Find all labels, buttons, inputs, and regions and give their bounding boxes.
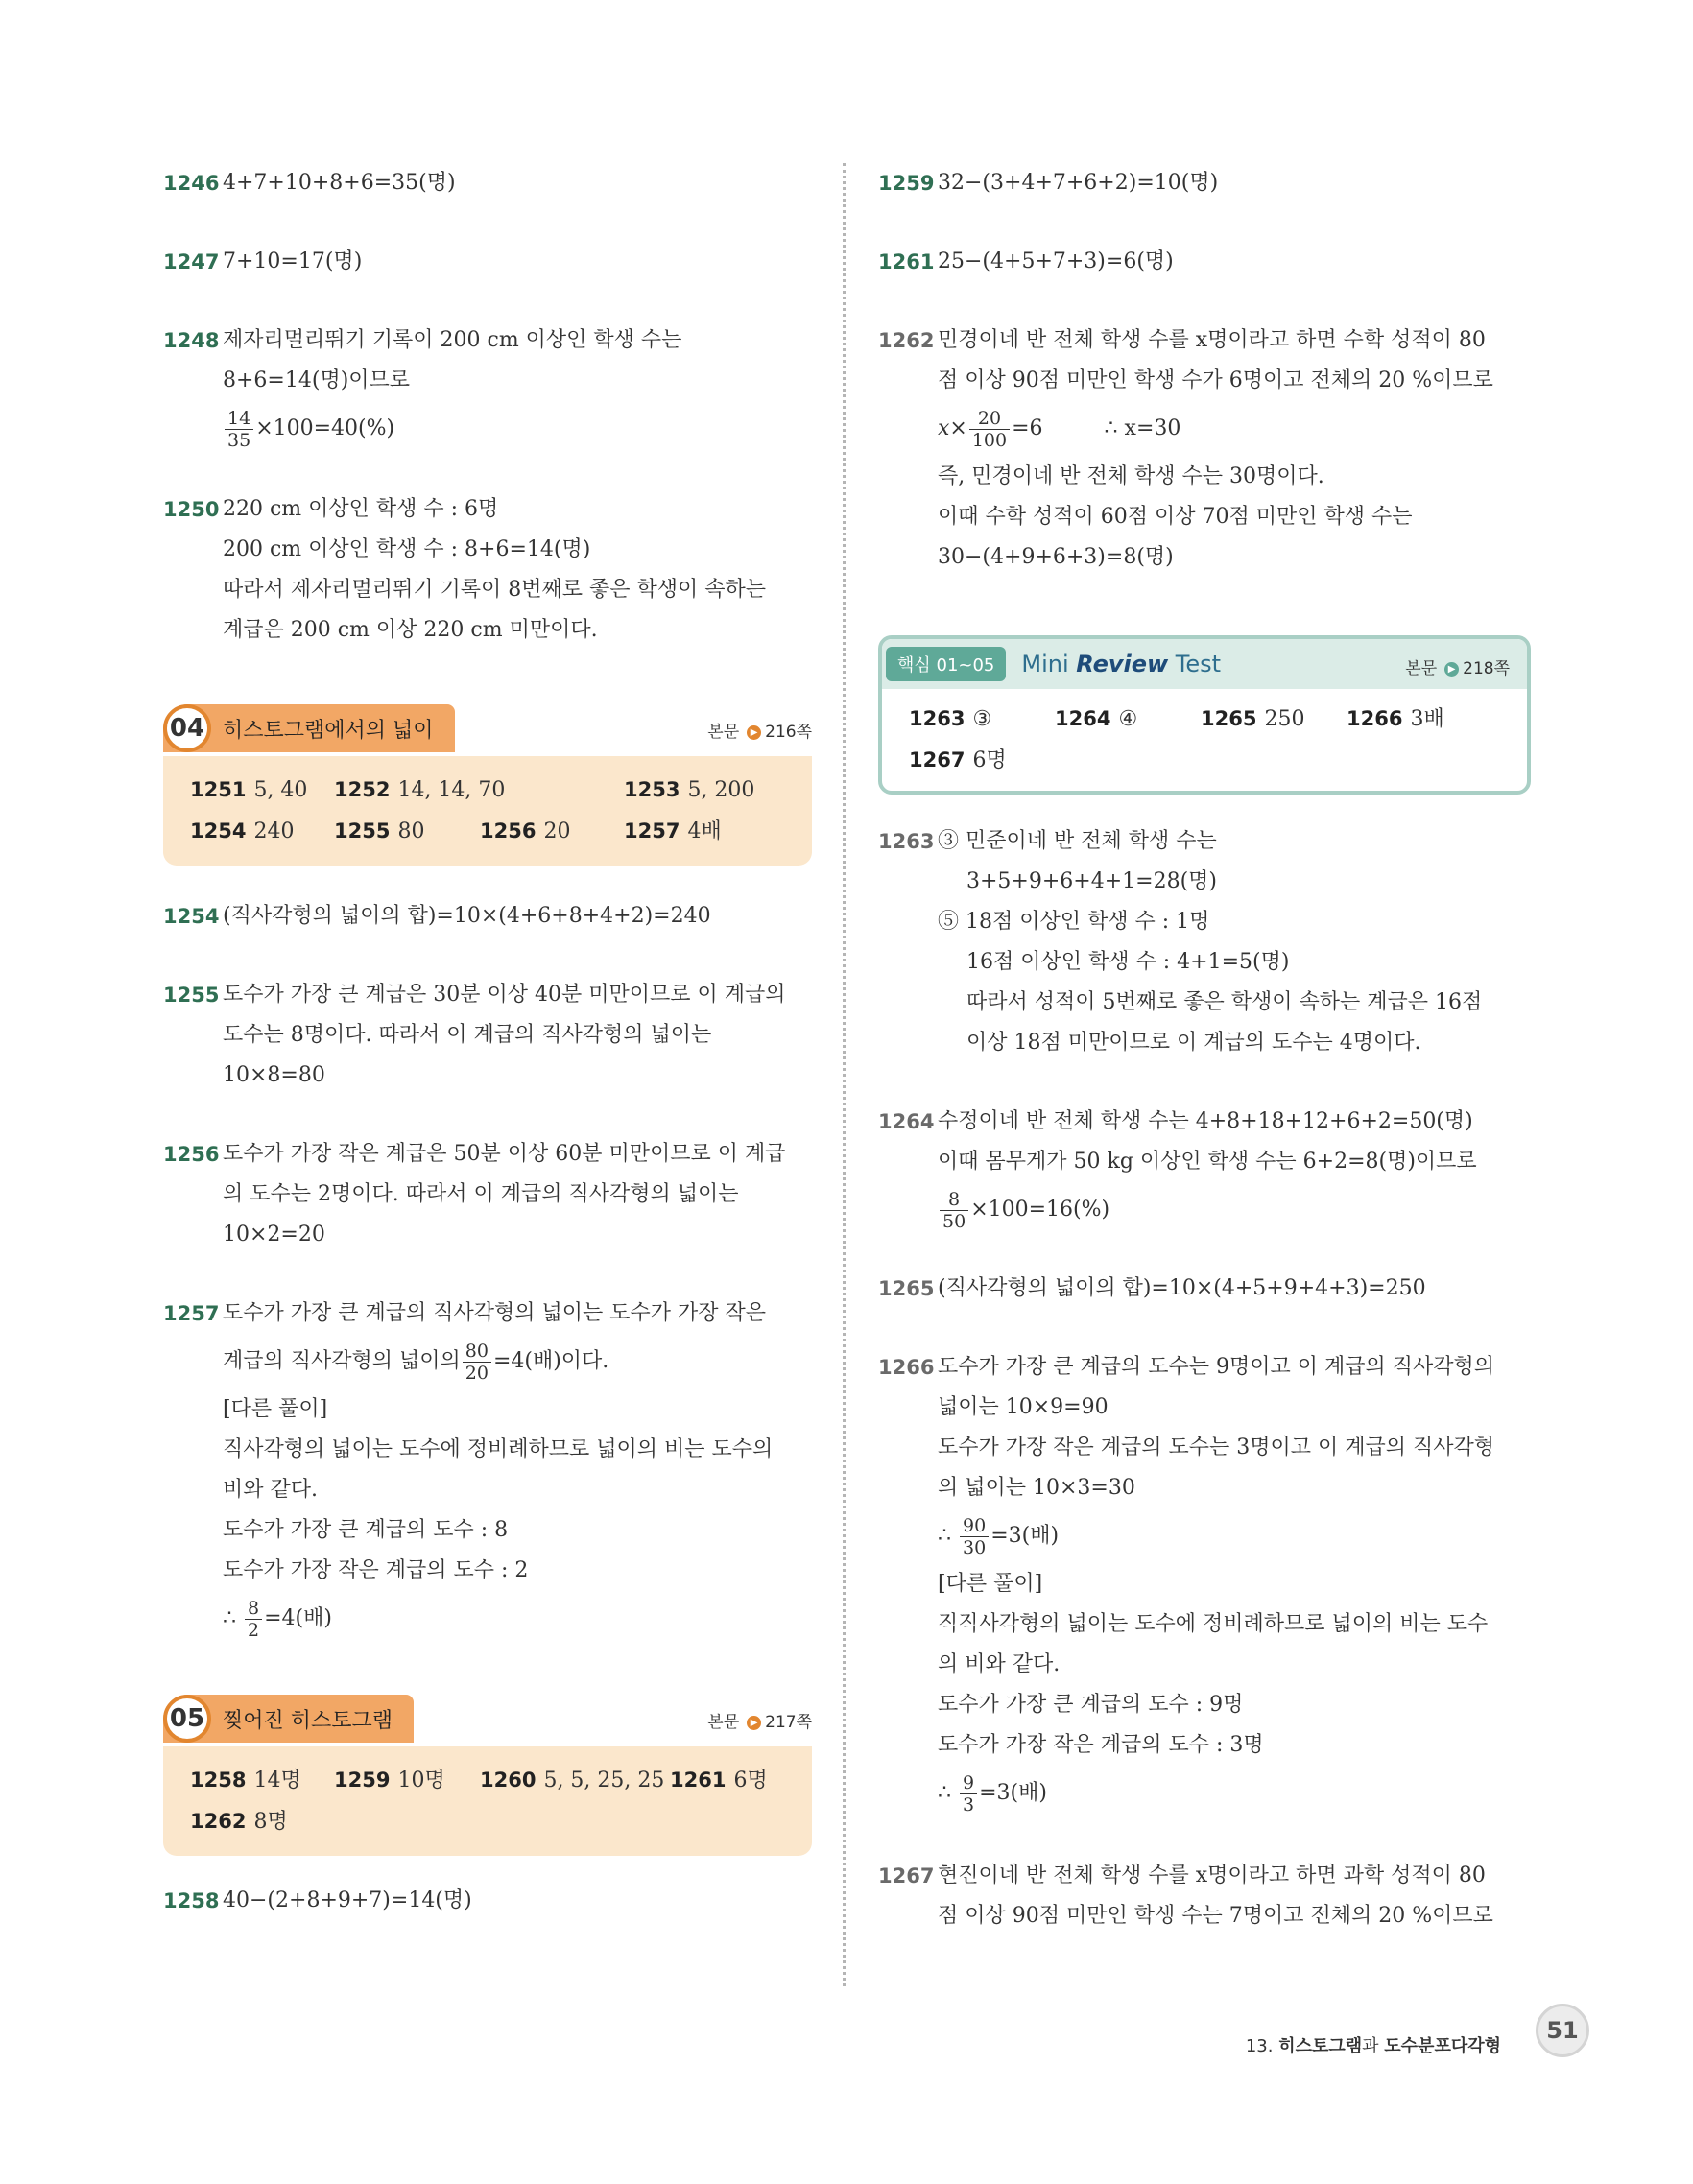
solution-line: 현진이네 반 전체 학생 수를 x명이라고 하면 과학 성적이 80: [938, 1864, 1486, 1887]
denominator: 3: [963, 1793, 975, 1816]
answer-row: [190, 811, 785, 852]
solution-line: (직사각형의 넓이의 합)=10×(4+6+8+4+2)=240: [223, 904, 711, 928]
ref-label: 본문: [1405, 659, 1438, 678]
mini-review-box: [878, 635, 1531, 795]
answer-item: [480, 1760, 670, 1801]
page-reference: [707, 718, 812, 742]
solution-line: 도수가 가장 작은 계급의 도수 : 2: [223, 1558, 529, 1582]
therefore-symbol: ∴: [938, 1781, 951, 1805]
answer-value: ③: [972, 707, 992, 731]
answer-value: 3배: [1410, 707, 1444, 731]
solution-line: 민경이네 반 전체 학생 수를 x명이라고 하면 수학 성적이 80: [938, 328, 1486, 352]
denominator: 35: [227, 429, 251, 451]
answer-item: [334, 811, 480, 852]
solution-line: 이때 수학 성적이 60점 이상 70점 미만인 학생 수는: [938, 505, 1413, 529]
answer-item: [1347, 699, 1444, 740]
answer-value: 4배: [687, 819, 722, 843]
problem-number: 1246: [163, 172, 220, 195]
solution-1250: [163, 489, 812, 651]
column-divider: [843, 163, 846, 1986]
answer-value: 14명: [253, 1769, 301, 1792]
solution-1261: [878, 242, 1531, 282]
alt-solution-label: [다른 풀이]: [938, 1572, 1043, 1596]
denominator: 2: [248, 1619, 260, 1641]
solution-line: 8+6=14(명)이므로: [223, 368, 411, 392]
solution-line: 수정이네 반 전체 학생 수는 4+8+18+12+6+2=50(명): [938, 1109, 1473, 1133]
math-text: ×100=16(%): [970, 1198, 1110, 1222]
answer-item: [480, 811, 624, 852]
answer-value: 5, 40: [253, 778, 308, 802]
solution-line: 16점 이상인 학생 수 : 4+1=5(명): [966, 950, 1290, 974]
mini-review-tag: 핵심 01~05: [886, 647, 1006, 681]
solution-1262: [878, 320, 1531, 578]
solution-line: 넓이는 10×9=90: [938, 1395, 1109, 1419]
solution-line: 3+5+9+6+4+1=28(명): [966, 869, 1217, 893]
solution-line: 도수가 가장 큰 계급은 30분 이상 40분 미만이므로 이 계급의: [223, 983, 786, 1007]
math-text: 계급의 직사각형의 넓이의: [223, 1349, 461, 1373]
page-reference: [1405, 654, 1510, 678]
fraction: [463, 1341, 491, 1384]
answer-box: [163, 756, 812, 866]
answer-item: [1201, 699, 1347, 740]
problem-number: 1258: [163, 1889, 220, 1912]
solution-math-line: [938, 401, 1531, 457]
solution-line: 의 도수는 2명이다. 따라서 이 계급의 직사각형의 넓이는: [223, 1182, 739, 1206]
solution-line: 도수는 8명이다. 따라서 이 계급의 직사각형의 넓이는: [223, 1023, 712, 1047]
answer-row: [909, 740, 1500, 781]
solution-math-line: [223, 1334, 812, 1389]
solution-line: 200 cm 이상인 학생 수 : 8+6=14(명): [223, 537, 591, 561]
solution-line: 7+10=17(명): [223, 249, 363, 273]
denominator: 20: [465, 1362, 489, 1384]
problem-number: 1257: [163, 1302, 220, 1325]
problem-number: 1254: [163, 905, 220, 928]
section-title: 히스토그램에서의 넓이: [223, 718, 434, 743]
answer-number: 1252: [334, 778, 391, 801]
solution-line: ③ 민준이네 반 전체 학생 수는: [938, 829, 1217, 853]
solution-math-line: [938, 1508, 1531, 1564]
section-header: [163, 700, 812, 756]
fraction: [969, 408, 1010, 451]
answer-number: 1251: [190, 778, 247, 801]
problem-number: 1266: [878, 1356, 935, 1379]
problem-number: 1247: [163, 250, 220, 273]
arrow-right-icon: ▶: [1444, 662, 1459, 677]
solution-line: 40−(2+8+9+7)=14(명): [223, 1888, 472, 1912]
title-part: Test: [1168, 651, 1222, 677]
math-text: =3(배): [979, 1781, 1047, 1805]
solution-line: 의 비와 같다.: [938, 1652, 1061, 1676]
solution-math-line: [223, 1591, 812, 1647]
solution-line: 제자리멀리뛰기 기록이 200 cm 이상인 학생 수는: [223, 328, 682, 352]
problem-number: 1250: [163, 498, 220, 521]
section-tab: [163, 704, 455, 752]
problem-number: 1262: [878, 329, 935, 352]
title-part: Review: [1076, 651, 1169, 677]
footer-text: 도수분포다각형: [1384, 2036, 1501, 2056]
problem-number: 1256: [163, 1143, 220, 1166]
answer-value: 250: [1264, 707, 1305, 731]
solution-line: 220 cm 이상인 학생 수 : 6명: [223, 497, 499, 521]
problem-number: 1255: [163, 984, 220, 1007]
solution-1246: [163, 163, 812, 203]
fraction: [960, 1515, 989, 1558]
numerator: 9: [960, 1772, 977, 1794]
solution-line: 이때 몸무게가 50 kg 이상인 학생 수는 6+2=8(명)이므로: [938, 1150, 1477, 1174]
answer-value: 8명: [253, 1810, 288, 1834]
solution-math-line: [223, 401, 812, 457]
denominator: 50: [942, 1210, 966, 1232]
ref-page: 218쪽: [1463, 659, 1510, 678]
problem-number: 1263: [878, 830, 935, 853]
answer-number: 1260: [480, 1769, 537, 1792]
arrow-right-icon: ▶: [747, 725, 761, 740]
left-column: [163, 154, 812, 1921]
math-text: x×: [938, 416, 967, 440]
solution-1259: [878, 163, 1531, 203]
numerator: 80: [463, 1341, 491, 1363]
solution-line: 도수가 가장 작은 계급은 50분 이상 60분 미만이므로 이 계급: [223, 1142, 786, 1166]
ref-label: 본문: [707, 1713, 740, 1732]
solution-line: 4+7+10+8+6=35(명): [223, 171, 456, 195]
answer-item: [909, 740, 1007, 781]
answer-value: 6명: [733, 1769, 768, 1792]
therefore-symbol: ∴: [223, 1606, 236, 1630]
section-tab: [163, 1695, 414, 1743]
answer-number: 1259: [334, 1769, 391, 1792]
answer-number: 1253: [624, 778, 680, 801]
solution-math-line: [938, 1182, 1531, 1238]
footer-text: 과: [1362, 2036, 1385, 2056]
answer-row: [190, 1760, 785, 1801]
answer-item: [624, 811, 722, 852]
solution-line: 32−(3+4+7+6+2)=10(명): [938, 171, 1219, 195]
math-text: =3(배): [990, 1524, 1060, 1548]
solution-1254: [163, 896, 812, 937]
numerator: 8: [245, 1598, 262, 1620]
answer-number: 1266: [1347, 707, 1403, 730]
solution-line: 도수가 가장 큰 계급의 도수 : 9명: [938, 1693, 1244, 1717]
answer-item: [190, 1760, 334, 1801]
solution-line: 직사각형의 넓이는 도수에 정비례하므로 넓이의 비는 도수의: [223, 1437, 774, 1461]
section-badge: 04: [163, 704, 211, 752]
problem-number: 1264: [878, 1110, 935, 1133]
math-text: =4(배): [264, 1606, 332, 1630]
answer-item: [190, 1801, 288, 1842]
answer-item: [334, 770, 624, 811]
solution-line: 따라서 제자리멀리뛰기 기록이 8번째로 좋은 학생이 속하는: [223, 578, 767, 602]
footer-text: 13.: [1245, 2036, 1279, 2056]
answer-number: 1267: [909, 748, 966, 772]
solution-line: ⑤ 18점 이상인 학생 수 : 1명: [938, 910, 1210, 934]
answer-number: 1257: [624, 819, 680, 843]
ref-page: 216쪽: [765, 723, 812, 742]
answer-value: 240: [253, 819, 295, 843]
solution-line: 30−(4+9+6+3)=8(명): [938, 545, 1174, 569]
ref-label: 본문: [707, 723, 740, 742]
answer-value: ④: [1118, 707, 1138, 731]
answer-value: 6명: [972, 748, 1007, 772]
title-part: Mini: [1021, 651, 1077, 677]
solution-line: 도수가 가장 작은 계급의 도수는 3명이고 이 계급의 직사각형: [938, 1436, 1494, 1460]
solution-line: 따라서 성적이 5번째로 좋은 학생이 속하는 계급은 16점: [966, 990, 1483, 1014]
solution-1247: [163, 242, 812, 282]
problem-number: 1267: [878, 1864, 935, 1887]
problem-number: 1265: [878, 1277, 935, 1300]
solution-line: (직사각형의 넓이의 합)=10×(4+5+9+4+3)=250: [938, 1276, 1426, 1300]
solution-line: 직직사각형의 넓이는 도수에 정비례하므로 넓이의 비는 도수: [938, 1612, 1489, 1636]
solution-1264: [878, 1102, 1531, 1238]
solution-1265: [878, 1269, 1531, 1309]
solution-1263: [878, 821, 1531, 1063]
answer-row: [190, 770, 785, 811]
numerator: 8: [940, 1189, 968, 1211]
problem-number: 1259: [878, 172, 935, 195]
problem-number: 1248: [163, 329, 220, 352]
answer-item: [334, 1760, 480, 1801]
numerator: 20: [969, 408, 1010, 430]
answer-number: 1261: [670, 1769, 727, 1792]
denominator: 30: [963, 1536, 987, 1558]
answer-value: 14, 14, 70: [397, 778, 506, 802]
ref-page: 217쪽: [765, 1713, 812, 1732]
solution-line: 이상 18점 미만이므로 이 계급의 도수는 4명이다.: [966, 1031, 1421, 1055]
mini-review-answers: [882, 689, 1527, 791]
fraction: [225, 408, 253, 451]
solution-line: 도수가 가장 큰 계급의 도수 : 8: [223, 1518, 509, 1542]
page-reference: [707, 1708, 812, 1732]
solution-line: 점 이상 90점 미만인 학생 수는 7명이고 전체의 20 %이므로: [938, 1904, 1493, 1928]
denominator: 100: [971, 429, 1008, 451]
solution-1256: [163, 1134, 812, 1255]
mini-review-header: [882, 639, 1527, 689]
answer-item: [190, 770, 334, 811]
answer-item: [190, 811, 334, 852]
right-column: [878, 154, 1531, 1936]
therefore-symbol: ∴: [938, 1524, 951, 1548]
answer-number: 1262: [190, 1810, 247, 1833]
answer-value: 5, 200: [687, 778, 755, 802]
solution-1267: [878, 1856, 1531, 1936]
footer-text: 히스토그램: [1278, 2036, 1363, 2056]
answer-row: [190, 1801, 785, 1842]
solution-1255: [163, 975, 812, 1096]
arrow-right-icon: ▶: [747, 1716, 761, 1730]
math-text: =4(배)이다.: [492, 1349, 609, 1373]
solution-1266: [878, 1347, 1531, 1821]
math-text: ∴ x=30: [1104, 416, 1181, 440]
section-badge: 05: [163, 1695, 211, 1743]
solution-line: 도수가 가장 작은 계급의 도수 : 3명: [938, 1733, 1264, 1757]
solution-line: 의 넓이는 10×3=30: [938, 1476, 1135, 1500]
section-title: 찢어진 히스토그램: [223, 1708, 393, 1733]
answer-number: 1256: [480, 819, 537, 843]
answer-item: [909, 699, 1055, 740]
solution-line: 즉, 민경이네 반 전체 학생 수는 30명이다.: [938, 464, 1324, 488]
fraction: [940, 1189, 968, 1232]
answer-number: 1258: [190, 1769, 247, 1792]
solution-line: 도수가 가장 큰 계급의 도수는 9명이고 이 계급의 직사각형의: [938, 1355, 1494, 1379]
alt-solution-label: [다른 풀이]: [223, 1397, 328, 1421]
fraction: [960, 1772, 977, 1816]
section-04: [163, 700, 812, 866]
mini-review-title: [1021, 651, 1221, 677]
solution-line: 10×2=20: [223, 1223, 325, 1246]
answer-box: [163, 1746, 812, 1856]
answer-value: 10명: [397, 1769, 445, 1792]
answer-row: [909, 699, 1500, 740]
solution-line: 계급은 200 cm 이상 220 cm 미만이다.: [223, 618, 598, 642]
solution-line: 도수가 가장 큰 계급의 직사각형의 넓이는 도수가 가장 작은: [223, 1301, 766, 1325]
answer-number: 1265: [1201, 707, 1257, 730]
answer-value: 5, 5, 25, 25: [543, 1769, 665, 1792]
section-05: [163, 1691, 812, 1856]
solution-1258: [163, 1881, 812, 1921]
solution-line: 10×8=80: [223, 1063, 325, 1087]
answer-item: [670, 1760, 768, 1801]
solution-1257: [163, 1294, 812, 1647]
answer-item: [624, 770, 754, 811]
page-number: 51: [1536, 2004, 1589, 2057]
math-text: ×100=40(%): [255, 416, 395, 440]
solution-line: 점 이상 90점 미만인 학생 수가 6명이고 전체의 20 %이므로: [938, 368, 1493, 392]
answer-number: 1255: [334, 819, 391, 843]
numerator: 90: [960, 1515, 989, 1537]
problem-number: 1261: [878, 250, 935, 273]
numerator: 14: [225, 408, 253, 430]
solution-line: 25−(4+5+7+3)=6(명): [938, 249, 1174, 273]
math-text: =6: [1012, 416, 1043, 440]
solution-1248: [163, 320, 812, 457]
answer-item: [1055, 699, 1201, 740]
solution-math-line: [938, 1766, 1531, 1821]
answer-number: 1264: [1055, 707, 1111, 730]
section-header: [163, 1691, 812, 1746]
answer-number: 1263: [909, 707, 966, 730]
solution-line: 비와 같다.: [223, 1478, 318, 1502]
chapter-footer: [1246, 2032, 1501, 2057]
fraction: [245, 1598, 262, 1641]
answer-number: 1254: [190, 819, 247, 843]
answer-value: 80: [397, 819, 425, 843]
answer-value: 20: [543, 819, 571, 843]
